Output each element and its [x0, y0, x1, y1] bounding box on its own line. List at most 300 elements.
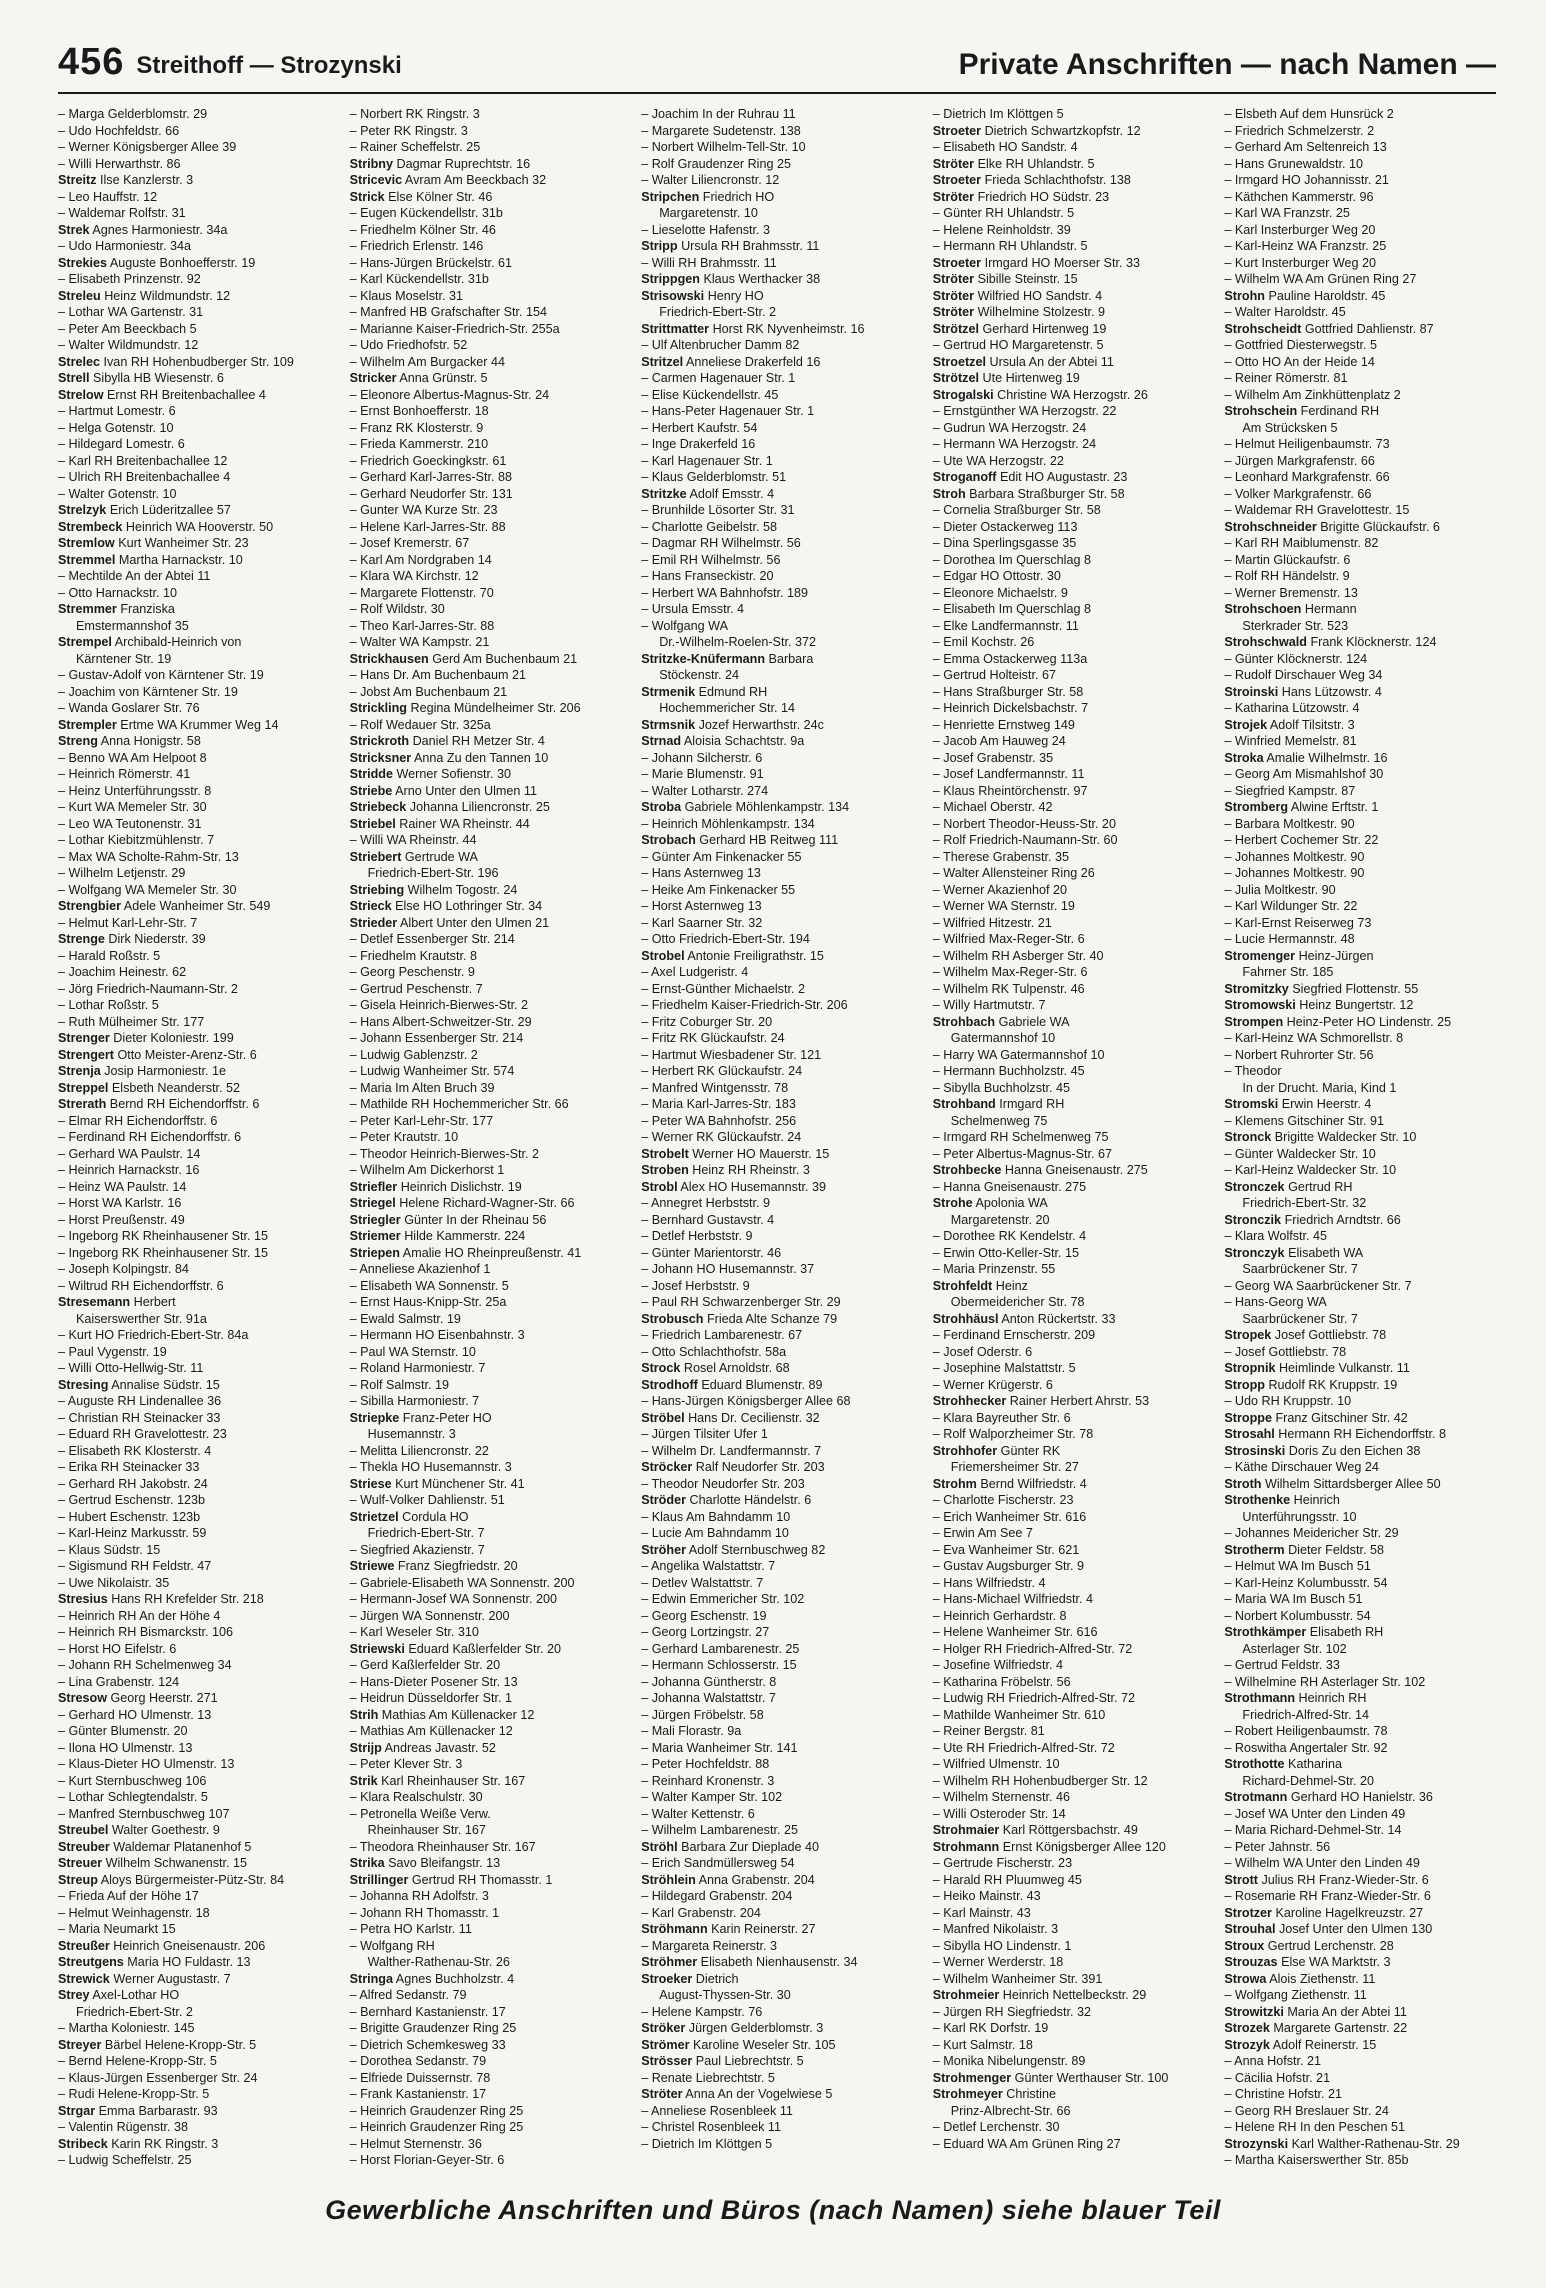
- entry-details: Dirk Niederstr. 39: [108, 932, 206, 946]
- directory-entry: [58, 816, 330, 833]
- directory-entry: [350, 139, 622, 156]
- directory-entry: [58, 1987, 330, 2004]
- directory-entry: [1224, 997, 1496, 1014]
- entry-details: Friedrich-Ebert-Str. 196: [367, 866, 499, 880]
- entry-details: – Gabriele-Elisabeth WA Sonnenstr. 200: [349, 1575, 575, 1590]
- directory-entry: [350, 651, 622, 668]
- directory-entry: [58, 601, 330, 618]
- entry-details: – Wulf-Volker Dahlienstr. 51: [349, 1493, 505, 1507]
- directory-entry: [58, 948, 330, 965]
- directory-entry: [58, 1905, 330, 1922]
- entry-surname: Ströder: [641, 1493, 686, 1507]
- directory-entry: [58, 1360, 330, 1377]
- directory-entry: [58, 1261, 330, 1278]
- entry-details: Rosel Arnoldstr. 68: [683, 1361, 790, 1375]
- entry-details: Margaretenstr. 20: [950, 1212, 1050, 1227]
- entry-surname: Streuer: [58, 1856, 103, 1870]
- directory-entry: [58, 238, 330, 255]
- directory-entry: [641, 832, 913, 849]
- directory-entry: [641, 1591, 913, 1608]
- directory-entry: [58, 849, 330, 866]
- directory-entry: [58, 1509, 330, 1526]
- directory-entry: [641, 519, 913, 536]
- entry-details: – Jürgen Tilsiter Ufer 1: [641, 1427, 768, 1441]
- directory-entry: [641, 1162, 913, 1179]
- directory-entry: [641, 535, 913, 552]
- directory-entry: [641, 1756, 913, 1773]
- entry-surname: Strieck: [349, 899, 392, 913]
- entry-details: – Emma Ostackerweg 113a: [932, 651, 1088, 666]
- directory-entry: [350, 1080, 622, 1097]
- directory-entry: [933, 469, 1205, 486]
- directory-entry: [933, 1443, 1205, 1460]
- directory-entry: [933, 337, 1205, 354]
- directory-entry: [933, 1245, 1205, 1262]
- entry-details: – Ruth Mülheimer Str. 177: [58, 1014, 205, 1029]
- entry-details: – Paul Vygenstr. 19: [58, 1344, 167, 1359]
- entry-details: – Werner Bremenstr. 13: [1224, 585, 1358, 600]
- directory-entry: [58, 684, 330, 701]
- entry-surname: Strötzel: [932, 321, 979, 336]
- entry-details: Ute Hirtenweg 19: [982, 371, 1080, 385]
- directory-entry: [58, 1542, 330, 1559]
- directory-entry: [1224, 1723, 1496, 1740]
- directory-entry: [933, 717, 1205, 734]
- entry-surname: Strohbecke: [932, 1163, 1002, 1177]
- directory-entry: [933, 1839, 1205, 1856]
- directory-entry: [933, 1707, 1205, 1724]
- entry-details: Karin RK Ringstr. 3: [111, 2136, 219, 2151]
- entry-details: – Wilfried Ulmenstr. 10: [932, 1757, 1060, 1771]
- entry-surname: Strowa: [1224, 1971, 1267, 1986]
- entry-details: – Mali Florastr. 9a: [641, 1724, 742, 1738]
- directory-entry: [1224, 981, 1496, 998]
- directory-entry: [641, 1773, 913, 1790]
- entry-details: Prinz-Albrecht-Str. 66: [950, 2103, 1071, 2118]
- directory-entry: [350, 1228, 622, 1245]
- entry-details: – Karl RH Maiblumenstr. 82: [1224, 536, 1379, 550]
- directory-entry: [1224, 403, 1496, 420]
- entry-surname: Stroth: [1224, 1476, 1262, 1491]
- directory-entry: [641, 106, 913, 123]
- entry-details: Georg Heerstr. 271: [110, 1691, 218, 1705]
- entry-details: Kärntener Str. 19: [76, 651, 172, 666]
- entry-details: Hans Lützowstr. 4: [1281, 684, 1382, 699]
- entry-details: – Charlotte Fischerstr. 23: [932, 1493, 1074, 1507]
- directory-entry: [1224, 2119, 1496, 2136]
- entry-details: – Heinz WA Paulstr. 14: [58, 1179, 187, 1194]
- entry-details: – Margarete Sudetenstr. 138: [641, 123, 801, 138]
- entry-details: Franziska: [120, 602, 175, 616]
- directory-entry: [641, 1740, 913, 1757]
- entry-details: Heinrich Gneisenaustr. 206: [113, 1938, 266, 1953]
- directory-entry: [58, 783, 330, 800]
- directory-entry: [350, 2004, 622, 2021]
- entry-details: – Wolfgang Ziethenstr. 11: [1224, 1988, 1367, 2002]
- entry-surname: Stremmel: [58, 552, 116, 567]
- entry-details: – Barbara Moltkestr. 90: [1224, 816, 1355, 831]
- entry-surname: Strenja: [58, 1064, 101, 1078]
- entry-details: Wilhelm Togostr. 24: [407, 882, 518, 897]
- entry-surname: Stromski: [1224, 1097, 1279, 1111]
- entry-surname: Stronczek: [1224, 1179, 1285, 1194]
- entry-surname: Strothkämper: [1224, 1625, 1307, 1639]
- entry-details: Werner HO Mauerstr. 15: [692, 1146, 830, 1161]
- directory-entry: [350, 2037, 622, 2054]
- directory-entry: [1224, 2070, 1496, 2087]
- directory-entry: [58, 370, 330, 387]
- entry-details: – Theodor Neudorfer Str. 203: [641, 1476, 805, 1491]
- directory-entry: [1224, 931, 1496, 948]
- directory-entry: [641, 1360, 913, 1377]
- entry-details: – Udo Harmoniestr. 34a: [58, 239, 192, 253]
- directory-entry: [933, 238, 1205, 255]
- directory-entry: [641, 931, 913, 948]
- entry-details: Jürgen Gelderblomstr. 3: [688, 2021, 824, 2035]
- entry-details: Friemersheimer Str. 27: [950, 1460, 1079, 1474]
- entry-surname: Strotmann: [1224, 1790, 1288, 1804]
- entry-details: Anna Zu den Tannen 10: [414, 750, 549, 765]
- entry-details: – Detlef Essenberger Str. 214: [349, 932, 515, 946]
- entry-details: Günter Werthauser Str. 100: [1014, 2070, 1169, 2085]
- entry-details: – Winfried Memelstr. 81: [1224, 734, 1357, 748]
- directory-entry: [933, 849, 1205, 866]
- entry-details: Walther-Rathenau-Str. 26: [367, 1955, 510, 1969]
- entry-details: – Ferdinand RH Eichendorffstr. 6: [58, 1130, 242, 1144]
- entry-details: – Werner Krügerstr. 6: [932, 1377, 1053, 1392]
- entry-details: Christine WA Herzogstr. 26: [997, 387, 1148, 402]
- entry-details: – Karl Mainstr. 43: [932, 1905, 1031, 1920]
- directory-entry: [1224, 189, 1496, 206]
- entry-details: – Gertrud Peschenstr. 7: [349, 981, 483, 996]
- entry-details: Rheinhauser Str. 167: [367, 1823, 486, 1837]
- entry-details: – Kurt Salmstr. 18: [932, 2037, 1033, 2052]
- entry-details: – Ulrich RH Breitenbachallee 4: [58, 470, 231, 484]
- entry-surname: Strötzel: [932, 371, 979, 385]
- directory-entry: [933, 502, 1205, 519]
- directory-entry: [641, 1179, 913, 1196]
- entry-details: – Willi Otto-Hellwig-Str. 11: [58, 1361, 204, 1375]
- directory-entry: [350, 1509, 622, 1526]
- directory-entry: [350, 552, 622, 569]
- directory-entry: [58, 1558, 330, 1575]
- directory-entry: [933, 1608, 1205, 1625]
- directory-entry: [350, 304, 622, 321]
- directory-entry: [350, 1063, 622, 1080]
- entry-surname: Ströter: [932, 272, 975, 286]
- directory-entry: [641, 1327, 913, 1344]
- entry-details: Bernd Wilfriedstr. 4: [980, 1476, 1087, 1491]
- directory-entry: [641, 1641, 913, 1658]
- entry-details: – Helmut Heiligenbaumstr. 73: [1224, 437, 1390, 451]
- entry-details: Husemannstr. 3: [367, 1427, 456, 1441]
- entry-surname: Strempler: [58, 717, 117, 732]
- entry-details: Aloys Bürgermeister-Pütz-Str. 84: [100, 1872, 285, 1887]
- entry-details: – Christel Rosenbleek 11: [641, 2120, 781, 2134]
- directory-entry: [58, 2103, 330, 2120]
- entry-details: – Maria Richard-Dehmel-Str. 14: [1224, 1823, 1402, 1837]
- directory-entry: [58, 717, 330, 734]
- entry-details: – Klaus-Jürgen Essenberger Str. 24: [58, 2070, 258, 2085]
- directory-entry: [350, 700, 622, 717]
- entry-surname: Striepen: [349, 1245, 400, 1260]
- entry-details: – Gerhard Lambarenestr. 25: [641, 1641, 800, 1656]
- entry-details: In der Drucht. Maria, Kind 1: [1242, 1080, 1397, 1095]
- entry-surname: Stritzke: [641, 486, 687, 501]
- entry-details: Erwin Heerstr. 4: [1281, 1097, 1372, 1111]
- directory-entry: [350, 1888, 622, 1905]
- entry-surname: Streutgens: [58, 1955, 124, 1969]
- directory-entry: [58, 189, 330, 206]
- entry-surname: Strohmann: [932, 1839, 1000, 1854]
- entry-surname: Strobach: [641, 833, 696, 847]
- directory-entry: [58, 1476, 330, 1493]
- entry-details: – Georg Lortzingstr. 27: [641, 1625, 770, 1639]
- directory-entry: [1224, 684, 1496, 701]
- directory-column-1: [58, 106, 330, 2167]
- entry-surname: Strohmaier: [932, 1823, 1000, 1837]
- entry-details: – Wilhelm Dr. Landfermannstr. 7: [641, 1443, 822, 1458]
- directory-entry: [350, 189, 622, 206]
- directory-entry: [933, 1690, 1205, 1707]
- entry-details: – Eleonore Michaelstr. 9: [932, 585, 1068, 600]
- entry-details: – Josefine Wilfriedstr. 4: [932, 1658, 1063, 1672]
- entry-details: – Gerhard Karl-Jarres-Str. 88: [349, 470, 512, 484]
- directory-entry: [641, 1311, 913, 1328]
- entry-details: – Harald Roßstr. 5: [58, 948, 161, 963]
- entry-details: Bernd RH Eichendorffstr. 6: [109, 1097, 260, 1111]
- entry-details: – Jürgen Fröbelstr. 58: [641, 1707, 764, 1722]
- entry-details: – Dorothea Im Querschlag 8: [932, 552, 1091, 567]
- directory-entry: [350, 1987, 622, 2004]
- directory-entry: [641, 2136, 913, 2153]
- directory-entry: [641, 1245, 913, 1262]
- entry-surname: Strohe: [932, 1196, 973, 1210]
- entry-details: Anna An der Vogelwiese 5: [685, 2087, 833, 2101]
- entry-details: – Auguste RH Lindenallee 36: [58, 1394, 222, 1408]
- entry-details: – Klara Realschulstr. 30: [349, 1790, 483, 1804]
- directory-entry: [58, 1146, 330, 1163]
- directory-entry: [641, 1212, 913, 1229]
- entry-details: Anneliese Drakerfeld 16: [686, 354, 821, 369]
- entry-surname: Strock: [641, 1361, 681, 1375]
- directory-entry: [58, 1377, 330, 1394]
- directory-entry: [1224, 1608, 1496, 1625]
- directory-entry: [58, 1872, 330, 1889]
- directory-entry: [641, 1971, 913, 1988]
- entry-details: Ralf Neudorfer Str. 203: [695, 1460, 825, 1474]
- entry-details: – Johann Essenberger Str. 214: [349, 1031, 524, 1045]
- entry-details: Karl Walther-Rathenau-Str. 29: [1291, 2136, 1460, 2151]
- entry-details: – Theodor: [1224, 1064, 1282, 1078]
- entry-surname: Strosahl: [1224, 1427, 1275, 1441]
- directory-entry: [350, 1195, 622, 1212]
- directory-entry: [350, 1162, 622, 1179]
- entry-details: Friedrich-Ebert-Str. 32: [1242, 1196, 1367, 1210]
- directory-entry: [1224, 1789, 1496, 1806]
- directory-entry: [58, 964, 330, 981]
- entry-details: – Werner Königsberger Allee 39: [58, 140, 237, 154]
- directory-entry: [350, 1443, 622, 1460]
- entry-details: – Otto Schlachthofstr. 58a: [641, 1344, 787, 1359]
- entry-surname: Streubel: [58, 1823, 109, 1837]
- entry-details: Heinrich Dislichstr. 19: [400, 1179, 522, 1194]
- directory-entry: [58, 1938, 330, 1955]
- entry-details: Sibylla HB Wiesenstr. 6: [93, 371, 224, 385]
- entry-details: Irmgard RH: [999, 1097, 1065, 1111]
- directory-entry: [641, 1344, 913, 1361]
- directory-entry: [641, 568, 913, 585]
- entry-details: Ernst RH Breitenbachallee 4: [107, 387, 266, 402]
- entry-details: – Ilona HO Ulmenstr. 13: [58, 1740, 193, 1755]
- directory-entry: [1224, 1806, 1496, 1823]
- entry-details: Ivan RH Hohenbudberger Str. 109: [103, 354, 294, 369]
- directory-entry: [933, 1311, 1205, 1328]
- directory-entry: [641, 172, 913, 189]
- entry-details: Brigitte Waldecker Str. 10: [1274, 1130, 1417, 1144]
- entry-surname: Stronczyk: [1224, 1245, 1285, 1260]
- directory-entry: [350, 1179, 622, 1196]
- entry-details: – Willi RH Brahmsstr. 11: [641, 255, 777, 270]
- directory-entry: [350, 436, 622, 453]
- directory-entry: [58, 205, 330, 222]
- directory-entry: [641, 370, 913, 387]
- entry-details: – Jürgen Markgrafenstr. 66: [1224, 453, 1375, 468]
- directory-entry: [1224, 1311, 1496, 1328]
- directory-entry: [58, 2152, 330, 2169]
- directory-column-2: [349, 106, 622, 2167]
- entry-details: – Gisela Heinrich-Bierwes-Str. 2: [349, 998, 529, 1012]
- directory-entry: [641, 981, 913, 998]
- entry-surname: Strekies: [58, 255, 108, 270]
- directory-column-4: [932, 106, 1205, 2151]
- entry-details: – Willi Herwarthstr. 86: [58, 156, 181, 171]
- entry-details: – Klemens Gitschiner Str. 91: [1224, 1113, 1384, 1128]
- directory-entry: [641, 189, 913, 206]
- page-number: 456: [58, 41, 125, 83]
- entry-details: Barbara Straßburger Str. 58: [969, 486, 1125, 501]
- entry-details: – Karl Kückendellstr. 31b: [349, 272, 489, 286]
- entry-details: – Reiner Bergstr. 81: [932, 1724, 1045, 1738]
- entry-details: Annalise Südstr. 15: [111, 1377, 220, 1392]
- directory-entry: [933, 1261, 1205, 1278]
- directory-entry: [641, 601, 913, 618]
- directory-entry: [933, 684, 1205, 701]
- directory-entry: [58, 1047, 330, 1064]
- directory-entry: [933, 1938, 1205, 1955]
- directory-entry: [1224, 2020, 1496, 2037]
- directory-entry: [58, 1954, 330, 1971]
- entry-details: Werner Sofienstr. 30: [396, 767, 512, 781]
- entry-surname: Strell: [58, 371, 90, 385]
- entry-details: – Hans Wilfriedstr. 4: [932, 1575, 1046, 1590]
- entry-details: Ursula RH Brahmsstr. 11: [681, 239, 820, 253]
- directory-entry: [1224, 585, 1496, 602]
- directory-entry: [350, 601, 622, 618]
- entry-details: – Bernhard Kastanienstr. 17: [349, 2004, 506, 2019]
- directory-entry: [1224, 1921, 1496, 1938]
- entry-surname: Strih: [349, 1707, 379, 1722]
- directory-entry: [933, 898, 1205, 915]
- entry-details: – Johann RH Thomasstr. 1: [349, 1905, 500, 1920]
- directory-entry: [933, 2119, 1205, 2136]
- entry-surname: Stripp: [641, 239, 678, 253]
- entry-details: Wilhelmine Stolzestr. 9: [977, 305, 1105, 319]
- directory-entry: [58, 931, 330, 948]
- directory-entry: [1224, 1839, 1496, 1856]
- directory-entry: [350, 2136, 622, 2153]
- directory-entry: [933, 1080, 1205, 1097]
- entry-details: – Wilhelmine RH Asterlager Str. 102: [1224, 1674, 1426, 1689]
- directory-entry: [1224, 1179, 1496, 1196]
- entry-details: Agnes Buchholzstr. 4: [395, 1971, 515, 1986]
- directory-entry: [58, 156, 330, 173]
- entry-details: Franz Siegfriedstr. 20: [397, 1559, 518, 1573]
- entry-details: – Margareta Reinerstr. 3: [641, 1938, 777, 1953]
- entry-details: Friedrich-Ebert-Str. 2: [659, 305, 777, 319]
- directory-entry: [641, 1014, 913, 1031]
- entry-details: – Heike Am Finkenacker 55: [641, 882, 796, 897]
- entry-details: – Peter Krautstr. 10: [349, 1130, 459, 1144]
- entry-surname: Strohschwald: [1224, 635, 1307, 649]
- directory-entry: [1224, 1377, 1496, 1394]
- entry-details: Gottfried Dahlienstr. 87: [1304, 321, 1434, 336]
- directory-entry: [350, 238, 622, 255]
- directory-entry: [933, 354, 1205, 371]
- entry-details: – Wilfried Max-Reger-Str. 6: [932, 932, 1085, 946]
- entry-details: Adolf Tilsitstr. 3: [1269, 717, 1355, 732]
- entry-surname: Strothotte: [1224, 1757, 1285, 1771]
- directory-entry: [350, 849, 622, 866]
- entry-surname: Ströher: [641, 1542, 686, 1557]
- entry-details: – Lucie Hermannstr. 48: [1224, 932, 1355, 946]
- entry-surname: Strohbach: [932, 1014, 996, 1029]
- directory-entry: [1224, 1047, 1496, 1064]
- entry-details: – Siegfried Akazienstr. 7: [349, 1542, 485, 1557]
- entry-details: Agnes Harmoniestr. 34a: [92, 222, 228, 237]
- entry-details: – Klara Wolfstr. 45: [1224, 1229, 1328, 1243]
- entry-surname: Striegler: [349, 1212, 401, 1227]
- directory-entry: [350, 172, 622, 189]
- entry-details: – Peter Klever Str. 3: [349, 1757, 463, 1771]
- directory-entry: [933, 585, 1205, 602]
- entry-details: – Bernd Helene-Kropp-Str. 5: [58, 2054, 217, 2068]
- directory-entry: [58, 1393, 330, 1410]
- directory-entry: [641, 552, 913, 569]
- directory-entry: [58, 1657, 330, 1674]
- entry-details: Edmund RH: [698, 684, 768, 699]
- directory-entry: [933, 1113, 1205, 1130]
- entry-details: Alex HO Husemannstr. 39: [680, 1179, 826, 1194]
- entry-details: – Günter Klöcknerstr. 124: [1224, 651, 1368, 666]
- directory-entry: [1224, 502, 1496, 519]
- directory-entry: [1224, 552, 1496, 569]
- entry-details: – Sigismund RH Feldstr. 47: [58, 1559, 212, 1573]
- directory-entry: [58, 1212, 330, 1229]
- directory-entry: [58, 2136, 330, 2153]
- entry-surname: Ströter: [641, 2087, 683, 2101]
- directory-entry: [1224, 766, 1496, 783]
- entry-details: Stöckenstr. 24: [659, 668, 739, 682]
- directory-entry: [1224, 1822, 1496, 1839]
- directory-entry: [350, 618, 622, 635]
- entry-details: – Karl Saarner Str. 32: [641, 915, 763, 930]
- directory-entry: [58, 1756, 330, 1773]
- entry-details: – Heidrun Düsseldorfer Str. 1: [349, 1691, 512, 1705]
- entry-details: – Ute WA Herzogstr. 22: [932, 453, 1064, 468]
- entry-details: – Angelika Walstattstr. 7: [641, 1559, 776, 1573]
- directory-entry: [58, 1327, 330, 1344]
